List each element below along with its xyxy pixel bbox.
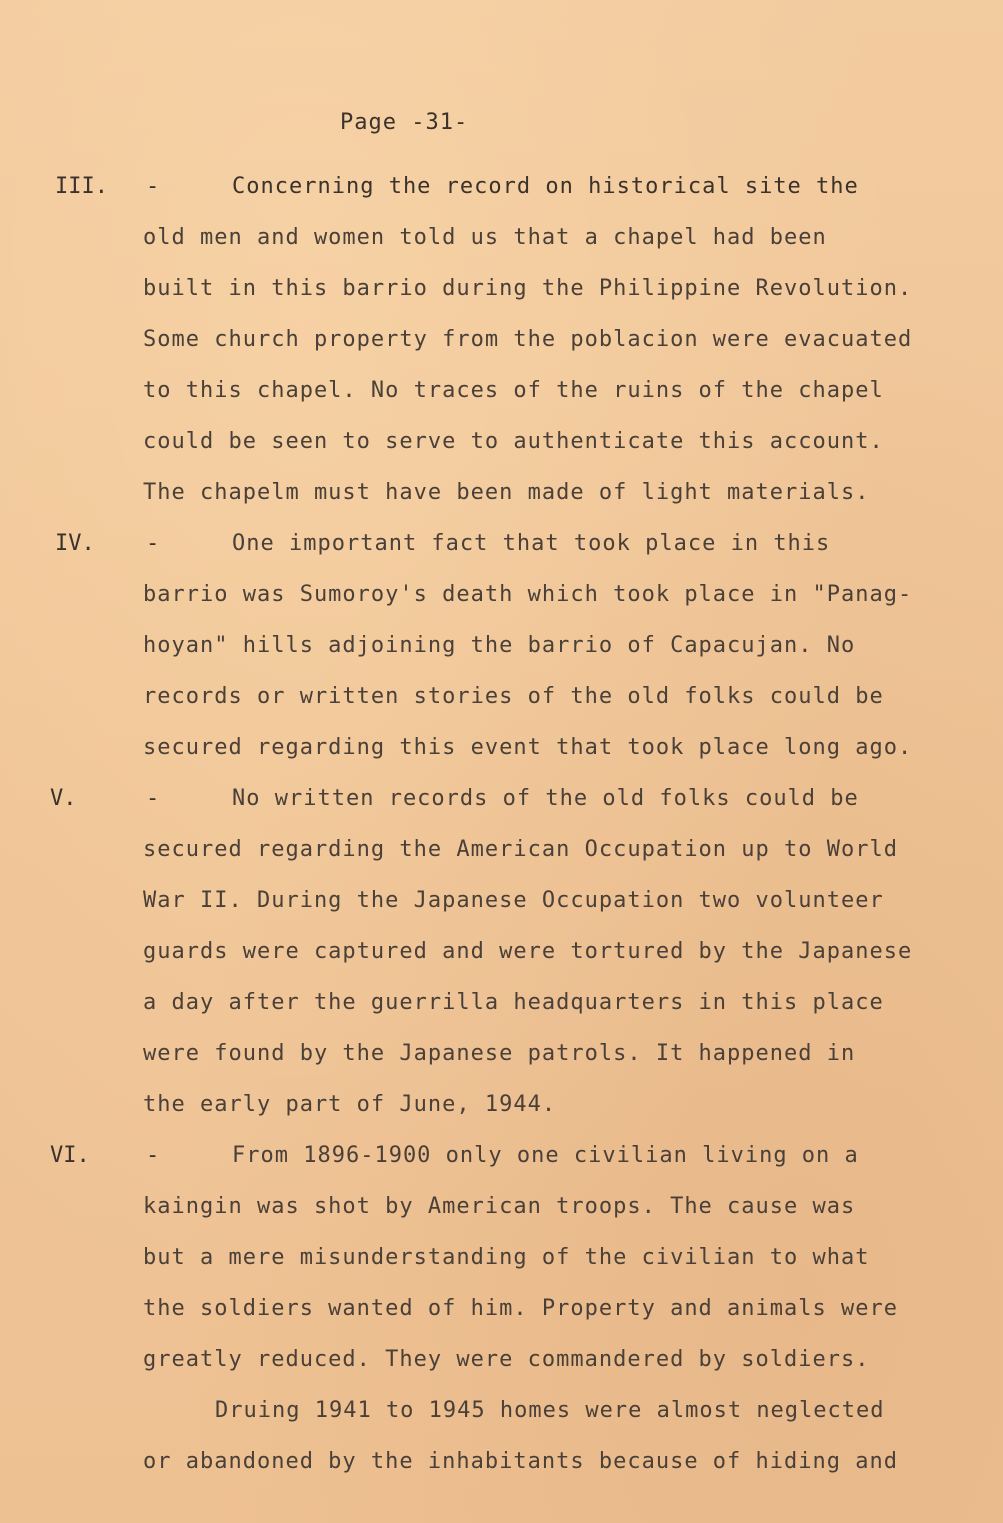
- section-iv-line-4: records or written stories of the old folks could be: [143, 684, 884, 709]
- section-iii-line-4: Some church property from the poblacion were evacuated: [143, 327, 913, 352]
- section-v-line-7: the early part of June, 1944.: [143, 1092, 557, 1117]
- section-v-line-1: No written records of the old folks could be: [232, 786, 859, 811]
- section-v-line-6: were found by the Japanese patrols. It happened in: [143, 1041, 856, 1066]
- section-vi-line-5: greatly reduced. They were commandered by soldiers.: [143, 1347, 870, 1372]
- section-v-line-2: secured regarding the American Occupation up to World: [143, 837, 898, 862]
- section-iii-line-2: old men and women told us that a chapel had been: [143, 225, 827, 250]
- final-paragraph-line-2: or abandoned by the inhabitants because of hiding and: [143, 1449, 898, 1474]
- page-header: Page -31-: [340, 110, 469, 135]
- section-v-line-4: guards were captured and were tortured by the Japanese: [143, 939, 913, 964]
- section-iv-line-2: barrio was Sumoroy's death which took place in "Panag-: [143, 582, 913, 607]
- section-v-line-5: a day after the guerrilla headquarters in this place: [143, 990, 884, 1015]
- section-iii-line-7: The chapelm must have been made of light materials.: [143, 480, 870, 505]
- section-iv-line-1: One important fact that took place in this: [232, 531, 831, 556]
- section-iii-line-3: built in this barrio during the Philippine Revolution.: [143, 276, 913, 301]
- section-dash-v: -: [146, 786, 160, 811]
- section-numeral-v: V.: [50, 786, 77, 811]
- section-numeral-iii: III.: [55, 174, 108, 199]
- section-vi-line-4: the soldiers wanted of him. Property and animals were: [143, 1296, 898, 1321]
- section-vi-line-3: but a mere misunderstanding of the civilian to what: [143, 1245, 870, 1270]
- section-iii-line-6: could be seen to serve to authenticate this account.: [143, 429, 884, 454]
- section-vi-line-2: kaingin was shot by American troops. The cause was: [143, 1194, 856, 1219]
- section-iv-line-3: hoyan" hills adjoining the barrio of Capacujan. No: [143, 633, 856, 658]
- section-iii-line-1: Concerning the record on historical site the: [232, 174, 859, 199]
- section-iv-line-5: secured regarding this event that took place long ago.: [143, 735, 913, 760]
- section-v-line-3: War II. During the Japanese Occupation two volunteer: [143, 888, 884, 913]
- section-dash-iii: -: [146, 174, 160, 199]
- section-numeral-vi: VI.: [50, 1143, 90, 1168]
- section-dash-iv: -: [146, 531, 160, 556]
- section-iii-line-5: to this chapel. No traces of the ruins of the chapel: [143, 378, 884, 403]
- section-vi-line-1: From 1896-1900 only one civilian living on a: [232, 1143, 859, 1168]
- section-dash-vi: -: [146, 1143, 160, 1168]
- final-paragraph-line-1: Druing 1941 to 1945 homes were almost neglected: [215, 1398, 885, 1423]
- section-numeral-iv: IV.: [55, 531, 95, 556]
